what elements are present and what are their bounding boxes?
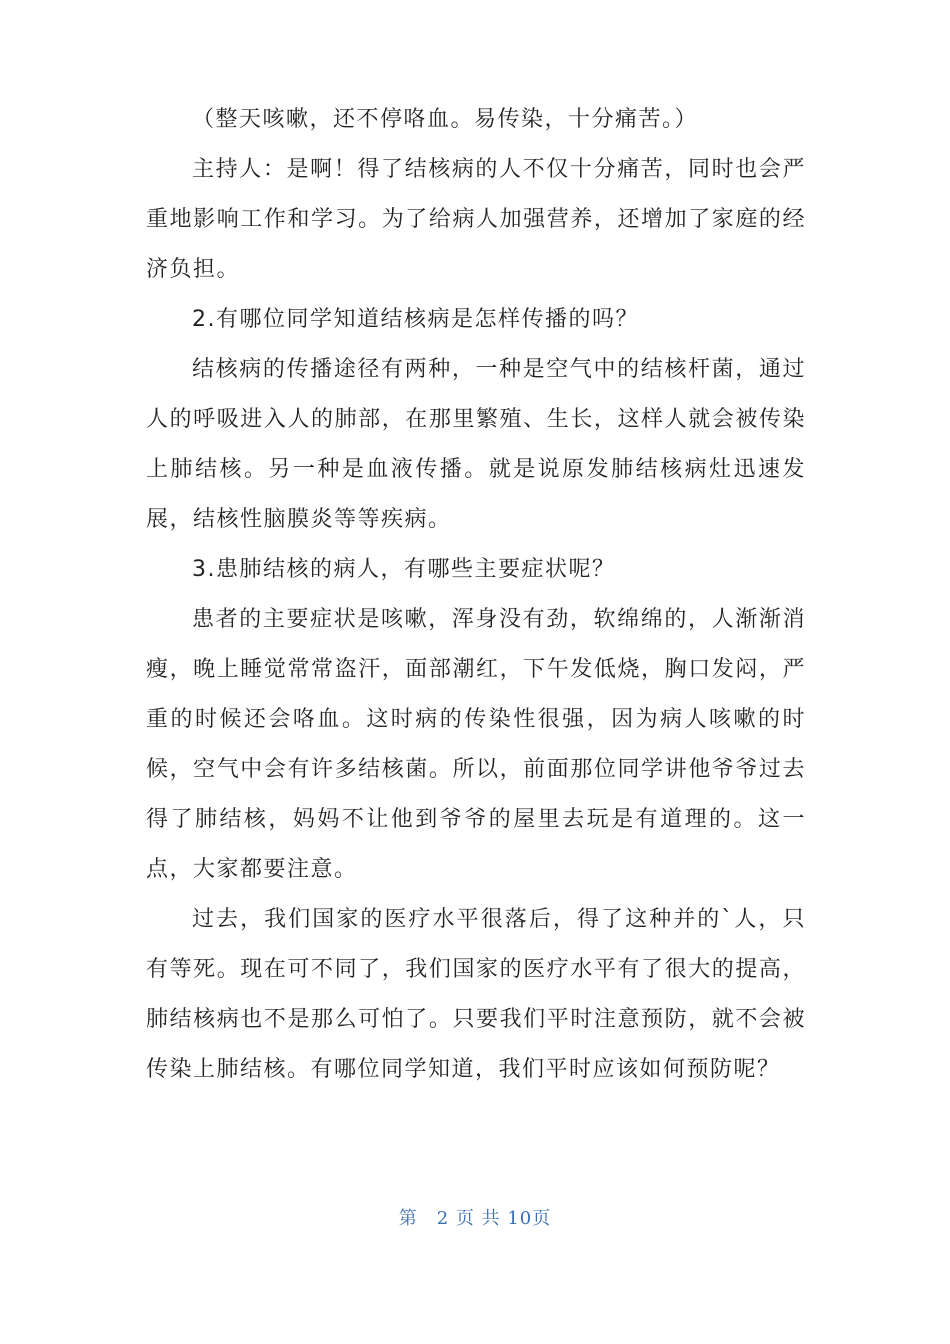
paragraph-6: 患者的主要症状是咳嗽，浑身没有劲，软绵绵的，人渐渐消瘦，晚上睡觉常常盗汗，面部潮红，下午发低烧，胸口发闷，严重的时候还会咯血。这时病的传染性很强，因为病人咳嗽的时候，空气中会有许多结核菌。所以，前面那位同学讲他爷爷过去得了肺结核，妈妈不让他到爷爷的屋里去玩是有道理的。这一点，大家都要注意。 bbox=[146, 607, 806, 882]
paragraph-1: （整天咳嗽，还不停咯血。易传染，十分痛苦。） bbox=[192, 107, 699, 132]
paragraph-3: 2.有哪位同学知道结核病是怎样传播的吗？ bbox=[192, 307, 639, 332]
paragraph-7: 过去，我们国家的医疗水平很落后，得了这种并的`人，只有等死。现在可不同了，我们国家的医疗水平有了很大的提高，肺结核病也不是那么可怕了。只要我们平时注意预防，就不会被传染上肺结核。有哪位同学知道，我们平时应该如何预防呢？ bbox=[146, 907, 806, 1082]
document-body bbox=[146, 95, 806, 1095]
paragraph-4: 结核病的传播途径有两种，一种是空气中的结核杆菌，通过人的呼吸进入人的肺部，在那里繁殖、生长，这样人就会被传染上肺结核。另一种是血液传播。就是说原发肺结核病灶迅速发展，结核性脑膜炎等等疾病。 bbox=[146, 357, 806, 532]
page-footer bbox=[0, 1204, 950, 1234]
paragraph-5: 3.患肺结核的病人，有哪些主要症状呢？ bbox=[192, 557, 616, 582]
page-number-label: 第 2 页 共 10页 bbox=[398, 1208, 552, 1229]
paragraph-2: 主持人：是啊！得了结核病的人不仅十分痛苦，同时也会严重地影响工作和学习。为了给病人加强营养，还增加了家庭的经济负担。 bbox=[146, 157, 806, 282]
